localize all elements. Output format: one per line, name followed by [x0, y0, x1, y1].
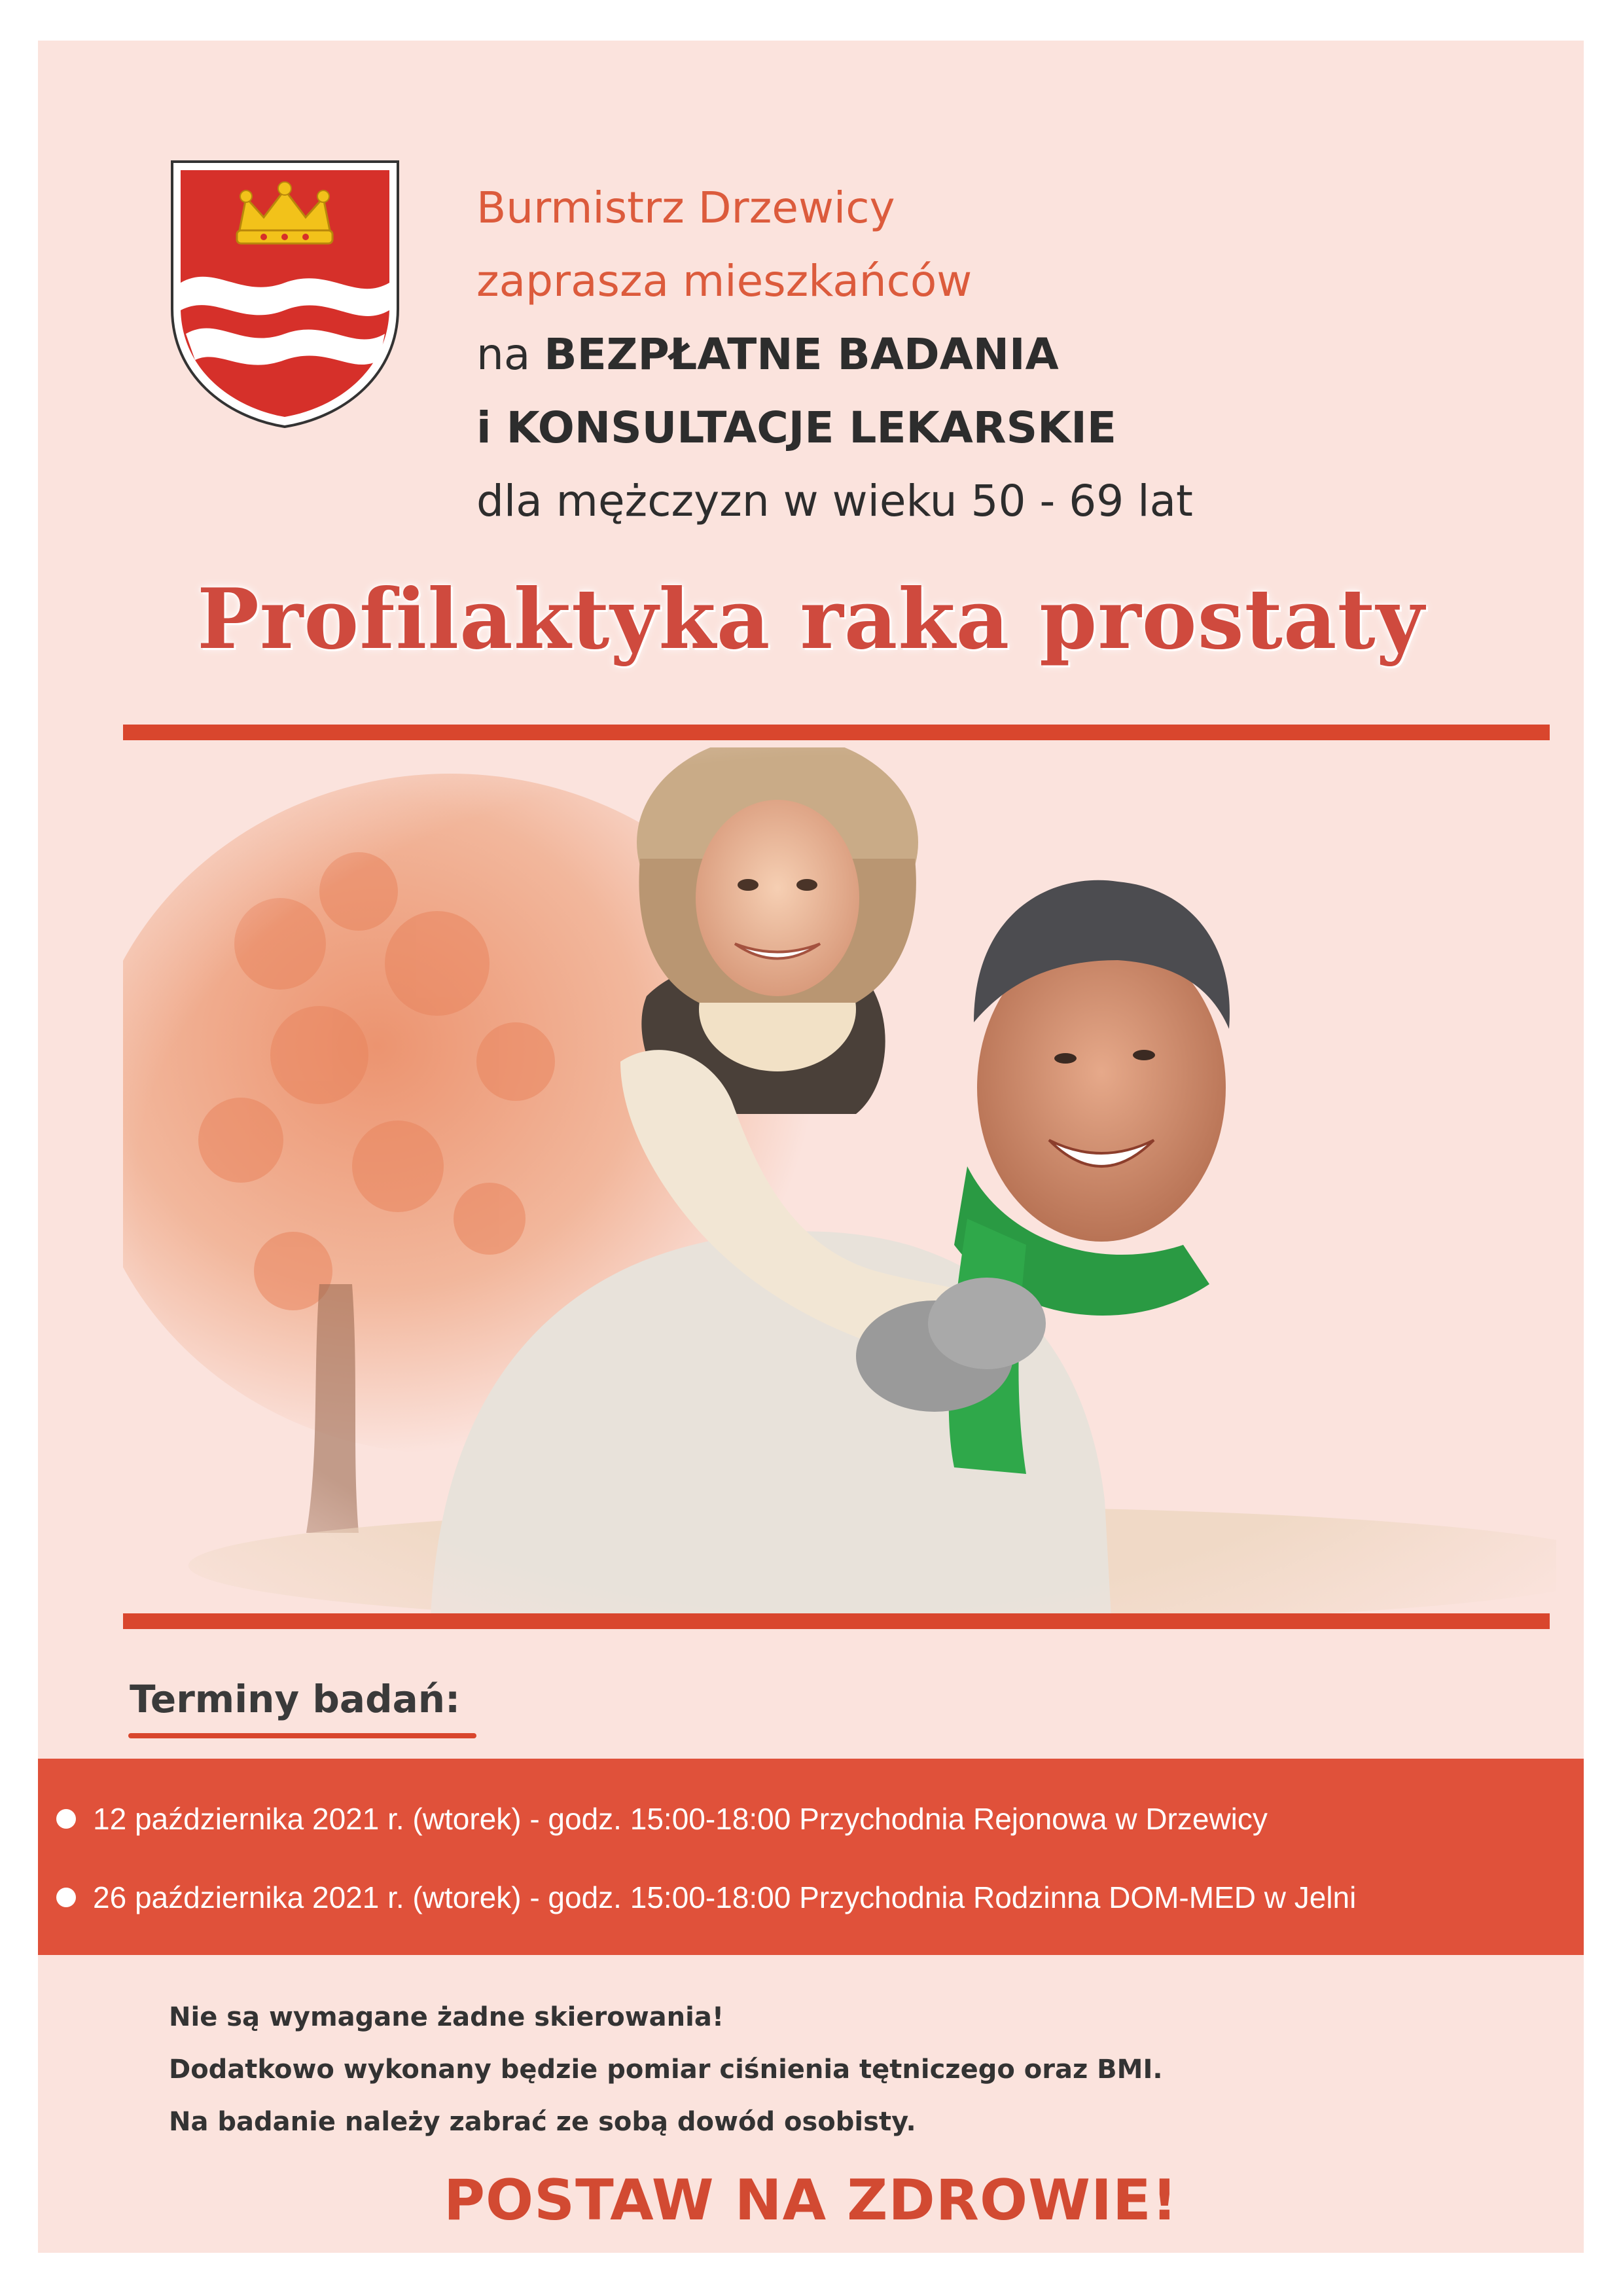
note-blood-pressure: Dodatkowo wykonany będzie pomiar ciśnienia tętniczego oraz BMI.	[169, 2054, 1163, 2085]
bullet-icon	[56, 1809, 76, 1829]
notes-block	[169, 1991, 1163, 2148]
free-tests-label: BEZPŁATNE BADANIA	[544, 329, 1059, 380]
invitation-line-3	[476, 318, 1458, 391]
date-text: 26 października 2021 r. (wtorek) - godz. 15:00-18:00 Przychodnia Rodzinna DOM-MED w Jelni	[93, 1880, 1357, 1914]
date-item	[56, 1858, 1356, 1937]
divider-top	[123, 725, 1550, 740]
main-headline: Profilaktyka raka prostaty	[197, 571, 1425, 668]
couple-photo	[123, 747, 1556, 1618]
invitation-prefix: na	[476, 329, 544, 380]
note-id-card: Na badanie należy zabrać ze sobą dowód osobisty.	[169, 2107, 916, 2137]
date-text: 12 października 2021 r. (wtorek) - godz. 15:00-18:00 Przychodnia Rejonowa w Drzewicy	[93, 1802, 1268, 1836]
invitation-line-1: Burmistrz Drzewicy	[476, 183, 895, 233]
note-no-referral: Nie są wymagane żadne skierowania!	[169, 2002, 724, 2032]
consultations-label: i KONSULTACJE LEKARSKIE	[476, 403, 1116, 453]
coat-of-arms-emblem	[169, 158, 401, 430]
dates-band	[38, 1759, 1584, 1955]
bullet-icon	[56, 1888, 76, 1907]
slogan: POSTAW NA ZDROWIE!	[444, 2168, 1178, 2233]
terms-heading: Terminy badań:	[130, 1677, 461, 1721]
divider-bottom	[123, 1613, 1550, 1629]
date-item	[56, 1780, 1268, 1858]
invitation-line-2: zaprasza mieszkańców	[476, 256, 972, 306]
poster	[38, 41, 1584, 2253]
invitation-text	[476, 171, 1458, 538]
terms-underline	[128, 1733, 476, 1738]
target-group-line: dla mężczyzn w wieku 50 - 69 lat	[476, 476, 1193, 526]
